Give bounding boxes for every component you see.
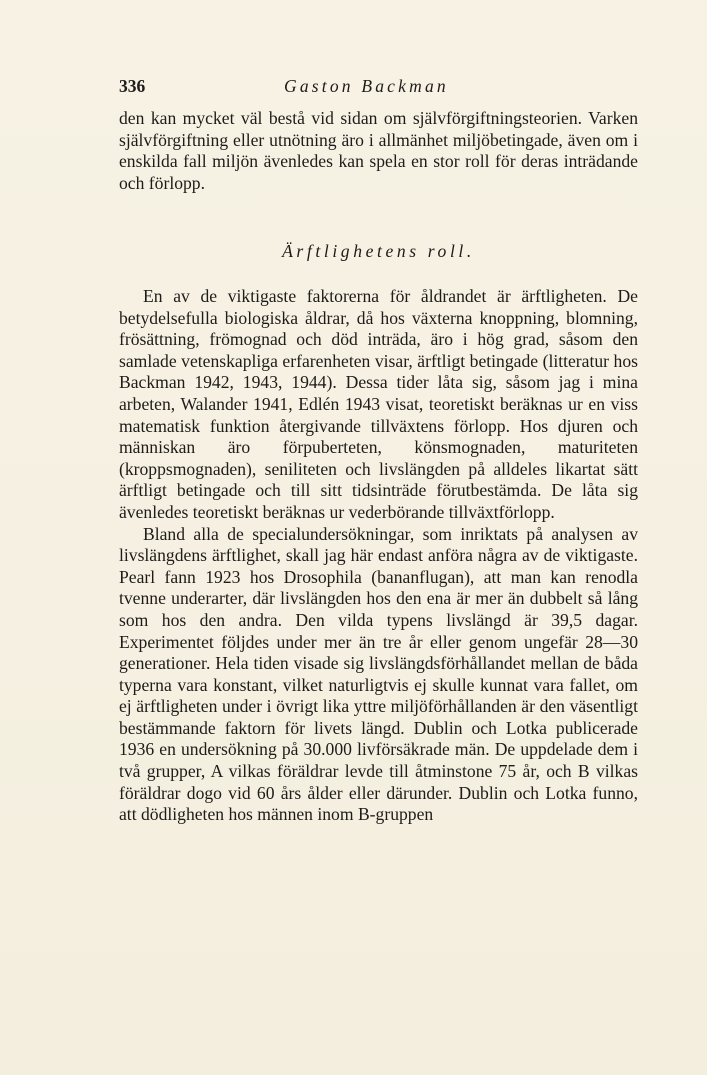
- paragraph-special-studies: Bland alla de specialundersökningar, som inriktats på analysen av livslängdens ärftlighet, skall jag här endast anföra några av de viktigaste. Pearl fann 1923 hos Drosophila (bananflugan), att man kan renodla tvenne underarter, där livslängden hos den ena är mer än dubbelt så lång som hos den andra. Den vilda typens livslängd är 39,5 dagar. Experimentet följdes under mer än tre år eller genom ungefär 28—30 generationer. Hela tiden visade sig livslängdsförhållandet mellan de båda typerna vara konstant, vilket naturligtvis ej skulle kunnat vara fallet, om ej ärftligheten under i övrigt lika yttre miljöförhållanden är den väsentligt bestämmande faktorn för livets längd. Dublin och Lotka publicerade 1936 en undersökning på 30.000 livförsäkrade män. De uppdelade dem i två grupper, A vilkas föräldrar levde till åtminstone 75 år, och B vilkas föräldrar dogo vid 60 års ålder eller därunder. Dublin och Lotka funno, att dödligheten hos männen inom B-gruppen: [119, 523, 638, 825]
- intro-paragraph-block: [119, 108, 638, 194]
- section-heading: Ärftlighetens roll.: [282, 241, 475, 261]
- page-header: [119, 74, 639, 98]
- section-body: [119, 286, 638, 826]
- intro-paragraph: den kan mycket väl bestå vid sidan om självförgiftningsteorien. Varken självförgiftning eller utnötning äro i allmänhet miljöbetingade, även om i enskilda fall miljön ävenledes kan spela en stor roll för deras inträdande och förlopp.: [119, 108, 638, 193]
- page-number: 336: [119, 76, 146, 96]
- paragraph-heredity-importance: En av de viktigaste faktorerna för åldrandet är ärftligheten. De betydelsefulla biologiska åldrar, då hos växterna knoppning, blomning, frösättning, frömognad och död inträda, äro i hög grad, såsom den samlade vetenskapliga erfarenheten visar, ärftligt betingade (litteratur hos Backman 1942, 1943, 1944). Dessa tider låta sig, såsom jag i mina arbeten, Walander 1941, Edlén 1943 visat, teoretiskt beräknas ur en viss matematisk funktion återgivande tillväxtens förlopp. Hos djuren och människan äro förpuberteten, könsmognaden, maturiteten (kroppsmognaden), seniliteten och livslängden på alldeles likartat sätt ärftligt betingade och till sitt tidsinträde förutbestämda. De låta sig ävenledes teoretiskt beräknas ur vederbörande tillväxtförlopp.: [119, 286, 638, 522]
- running-title: Gaston Backman: [284, 76, 449, 96]
